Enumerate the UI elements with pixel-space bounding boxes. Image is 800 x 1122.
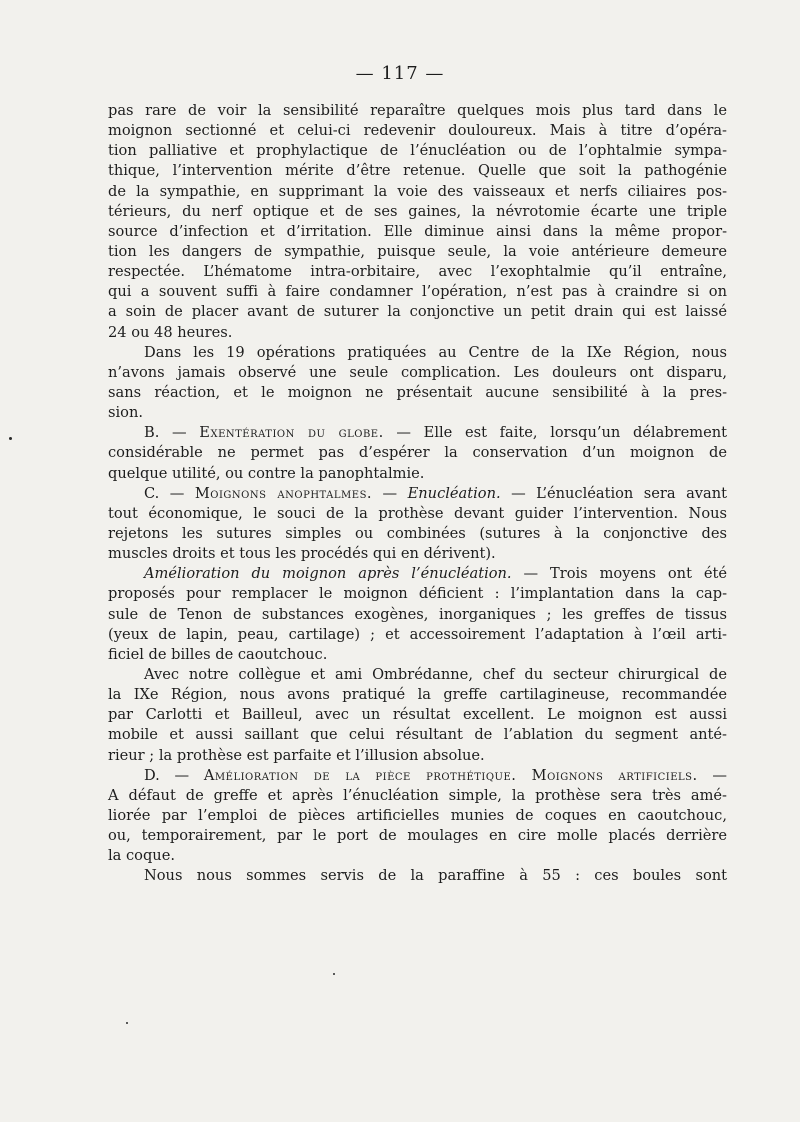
text-segment: sion. xyxy=(108,404,143,422)
text-segment: — Elle est faite, lorsqu’un délabrement xyxy=(383,424,727,442)
text-segment: B. — xyxy=(144,424,200,442)
text-line xyxy=(108,504,727,524)
text-line xyxy=(108,141,727,161)
text-line xyxy=(108,403,727,423)
text-line xyxy=(108,383,727,403)
text-line xyxy=(108,363,727,383)
text-segment: la coque. xyxy=(108,847,175,865)
text-segment: ficiel de billes de caoutchouc. xyxy=(108,645,328,663)
text-line xyxy=(108,182,727,202)
text-segment: source d’infection et d’irritation. Elle diminue ainsi dans la même propor- xyxy=(108,222,727,240)
text-line xyxy=(108,786,727,806)
text-line xyxy=(108,564,727,584)
text-segment: Nous nous sommes servis de la paraffine à 55 : ces boules sont xyxy=(144,867,727,885)
text-segment: par Carlotti et Bailleul, avec un résultat excellent. Le moignon est aussi xyxy=(108,706,727,724)
text-line xyxy=(108,806,727,826)
text-segment: Avec notre collègue et ami Ombrédanne, chef du secteur chirurgical de xyxy=(144,665,727,683)
page-speck xyxy=(333,973,335,975)
text-segment: rejetons les sutures simples ou combinées (sutures à la conjonctive des xyxy=(108,524,727,542)
text-line xyxy=(108,766,727,786)
text-line xyxy=(108,202,727,222)
text-segment: ou, temporairement, par le port de moulages en cire molle placés derrière xyxy=(108,827,727,845)
page-speck xyxy=(126,1022,128,1024)
small-caps-heading: Amélioration de la pièce prothétique. Moignons artificiels. xyxy=(203,766,698,784)
text-line xyxy=(108,725,727,745)
text-segment: liorée par l’emploi de pièces artificielles munies de coques en caoutchouc, xyxy=(108,806,727,824)
text-segment: 24 ou 48 heures. xyxy=(108,323,233,341)
small-caps-heading: Moignons anophtalmes. xyxy=(194,484,373,502)
text-line xyxy=(108,262,727,282)
text-line xyxy=(108,846,727,866)
small-caps-heading: Exentération du globe. xyxy=(199,424,384,442)
page-speck xyxy=(9,437,12,440)
text-segment: — Trois moyens ont été xyxy=(511,565,727,583)
text-segment: térieurs, du nerf optique et de ses gaines, la névrotomie écarte une triple xyxy=(108,202,727,220)
text-line xyxy=(108,161,727,181)
text-segment: qui a souvent suffi à faire condamner l’opération, n’est pas à craindre si on xyxy=(108,283,727,301)
text-segment: de la sympathie, en supprimant la voie des vaisseaux et nerfs ciliaires pos- xyxy=(108,182,727,200)
text-line xyxy=(108,423,727,443)
text-line xyxy=(108,443,727,463)
text-segment: proposés pour remplacer le moignon déficient : l’implantation dans la cap- xyxy=(108,585,727,603)
text-segment: Dans les 19 opérations pratiquées au Centre de la IXe Région, nous xyxy=(144,343,727,361)
text-segment: considérable ne permet pas d’espérer la conservation d’un moignon de xyxy=(108,444,727,462)
text-line xyxy=(108,484,727,504)
text-line xyxy=(108,625,727,645)
text-segment: sans réaction, et le moignon ne présentait aucune sensibilité à la pres- xyxy=(108,383,727,401)
text-line xyxy=(108,645,727,665)
text-segment: — xyxy=(697,766,727,784)
text-segment: rieur ; la prothèse est parfaite et l’illusion absolue. xyxy=(108,746,485,764)
body-text xyxy=(108,101,727,886)
text-line xyxy=(108,685,727,705)
text-segment: C. — xyxy=(144,484,195,502)
text-segment: A défaut de greffe et après l’énucléation simple, la prothèse sera très amé- xyxy=(108,786,727,804)
italic-heading: Enucléation. xyxy=(407,484,501,502)
text-line xyxy=(108,605,727,625)
text-segment: respectée. L’hématome intra-orbitaire, avec l’exophtalmie qu’il entraîne, xyxy=(108,263,727,281)
text-line xyxy=(108,866,727,886)
page-number: — 117 — xyxy=(355,63,445,84)
text-line xyxy=(108,323,727,343)
italic-heading: Amélioration du moignon après l’énucléation. xyxy=(144,565,512,583)
text-segment: la IXe Région, nous avons pratiqué la greffe cartilagineuse, recommandée xyxy=(108,686,727,704)
text-segment: — xyxy=(372,484,408,502)
text-segment: moignon sectionné et celui-ci redevenir douloureux. Mais à titre d’opéra- xyxy=(108,122,727,140)
text-line xyxy=(108,826,727,846)
text-line xyxy=(108,665,727,685)
text-line xyxy=(108,101,727,121)
text-line xyxy=(108,705,727,725)
text-line xyxy=(108,544,727,564)
text-segment: (yeux de lapin, peau, cartilage) ; et accessoirement l’adaptation à l’œil arti- xyxy=(108,625,727,643)
text-line xyxy=(108,584,727,604)
text-line xyxy=(108,282,727,302)
text-segment: — L’énucléation sera avant xyxy=(500,484,727,502)
text-segment: quelque utilité, ou contre la panophtalmie. xyxy=(108,464,425,482)
text-line xyxy=(108,524,727,544)
text-segment: sule de Tenon de substances exogènes, inorganiques ; les greffes de tissus xyxy=(108,605,727,623)
text-segment: D. — xyxy=(144,766,204,784)
text-line xyxy=(108,242,727,262)
text-segment: tion palliative et prophylactique de l’énucléation ou de l’ophtalmie sympa- xyxy=(108,142,727,160)
text-line xyxy=(108,343,727,363)
text-segment: mobile et aussi saillant que celui résultant de l’ablation du segment anté- xyxy=(108,726,727,744)
text-segment: n’avons jamais observé une seule complication. Les douleurs ont disparu, xyxy=(108,363,727,381)
text-segment: muscles droits et tous les procédés qui en dérivent). xyxy=(108,545,496,563)
text-line xyxy=(108,121,727,141)
text-line xyxy=(108,746,727,766)
text-segment: tout économique, le souci de la prothèse devant guider l’intervention. Nous xyxy=(108,504,727,522)
text-line xyxy=(108,302,727,322)
text-segment: pas rare de voir la sensibilité reparaître quelques mois plus tard dans le xyxy=(108,102,727,119)
text-segment: tion les dangers de sympathie, puisque seule, la voie antérieure demeure xyxy=(108,242,727,260)
text-segment: a soin de placer avant de suturer la conjonctive un petit drain qui est laissé xyxy=(108,303,727,321)
text-line xyxy=(108,464,727,484)
text-line xyxy=(108,222,727,242)
text-segment: thique, l’intervention mérite d’être retenue. Quelle que soit la pathogénie xyxy=(108,162,727,180)
